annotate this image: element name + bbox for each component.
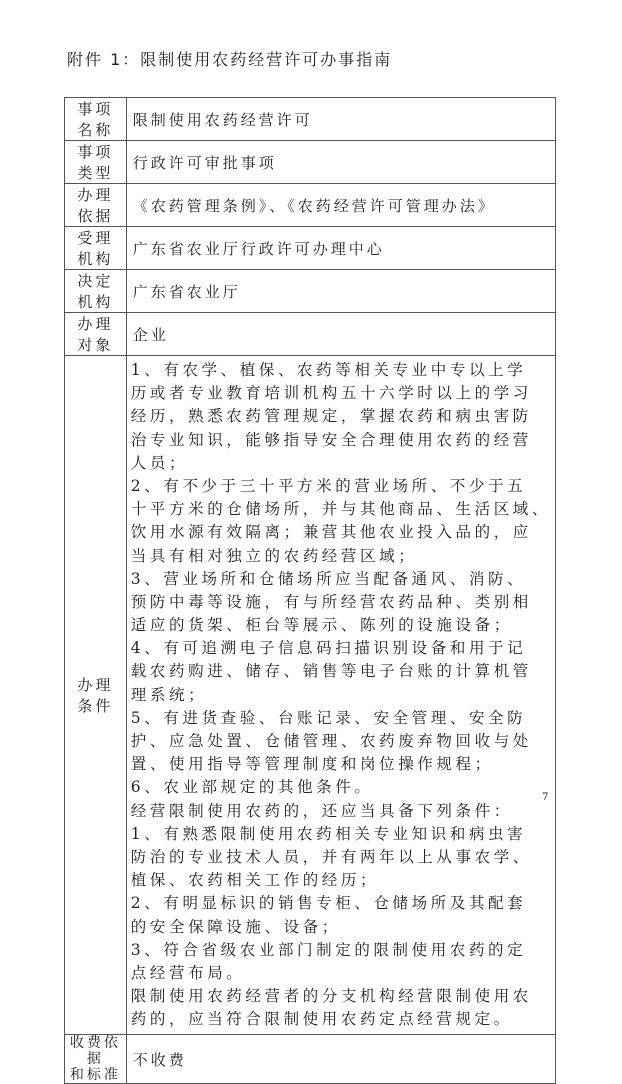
condition-line: 2、有不少于三十平方米的营业场所、不少于五 (130, 476, 527, 495)
table-row (65, 98, 556, 141)
condition-line: 经历，熟悉农药管理规定，掌握农药和病虫害防 (130, 407, 532, 426)
condition-line: 置、使用指导等管理制度和岗位操作规程； (130, 755, 494, 774)
row-value: 行政许可审批事项 (126, 141, 555, 184)
condition-line: 1、有农学、植保、农药等相关专业中专以上学 (130, 361, 527, 379)
condition-line: 4、有可追溯电子信息码扫描识别设备和用于记 (130, 639, 527, 658)
table-row (65, 184, 556, 227)
fee-row (65, 1035, 556, 1084)
condition-line: 饮用水源有效隔离；兼营其他农业投入品的，应 (130, 523, 532, 542)
fee-label-line: 收费依据 (69, 1035, 121, 1068)
condition-line: 十平方米的仓储场所，并与其他商品、生活区域、 (130, 500, 551, 519)
document-title: 附件 1：限制使用农药经营许可办事指南 (67, 50, 393, 69)
fee-label-line: 和标准 (69, 1067, 121, 1084)
table-row (65, 141, 556, 184)
page-number: 7 (542, 792, 549, 803)
row-label: 受理机构 (65, 227, 127, 270)
condition-line: 3、营业场所和仓储场所应当配备通风、消防、 (130, 569, 527, 588)
condition-line: 5、有进货查验、台账记录、安全管理、安全防 (130, 708, 527, 727)
condition-line: 人员； (130, 453, 189, 472)
condition-line: 的安全保障设施、设备； (130, 917, 341, 936)
conditions-text (126, 356, 555, 1035)
row-value: 限制使用农药经营许可 (126, 98, 555, 141)
condition-line: 当具有相对独立的农药经营区域； (130, 546, 418, 565)
condition-line: 防治的专业技术人员，并有两年以上从事农学、 (130, 847, 532, 866)
row-value: 不收费 (126, 1035, 555, 1084)
row-value: 广东省农业厅行政许可办理中心 (126, 227, 555, 270)
row-label: 办理依据 (65, 184, 127, 227)
row-label (65, 1035, 127, 1084)
condition-line: 治专业知识，能够指导安全合理使用农药的经营 (130, 430, 532, 449)
condition-line: 理系统； (130, 685, 208, 704)
row-value: 企业 (126, 313, 555, 356)
condition-line: 3、符合省级农业部门制定的限制使用农药的定 (130, 940, 527, 959)
row-label: 事项类型 (65, 141, 127, 184)
condition-line: 1、有熟悉限制使用农药相关专业知识和病虫害 (130, 824, 527, 843)
row-label: 事项名称 (65, 98, 127, 141)
table-row (65, 270, 556, 313)
guide-table (64, 97, 556, 1084)
condition-line: 载农药购进、储存、销售等电子台账的计算机管 (130, 662, 532, 681)
row-label: 办理对象 (65, 313, 127, 356)
condition-line: 限制使用农药经营者的分支机构经营限制使用农 (130, 987, 532, 1006)
row-label: 决定机构 (65, 270, 127, 313)
row-value: 广东省农业厅 (126, 270, 555, 313)
table-row (65, 227, 556, 270)
condition-line: 2、有明显标识的销售专柜、仓储场所及其配套 (130, 894, 527, 913)
condition-line: 药的，应当符合限制使用农药定点经营规定。 (130, 1010, 513, 1029)
condition-line: 植保、农药相关工作的经历； (130, 871, 380, 890)
row-value: 《农药管理条例》、《农药经营许可管理办法》 (126, 184, 555, 227)
table-row (65, 313, 556, 356)
conditions-row (65, 356, 556, 1035)
condition-line: 护、应急处置、仓储管理、农药废弃物回收与处 (130, 732, 532, 750)
condition-line: 6、农业部规定的其他条件。 (130, 778, 374, 797)
row-label: 办理条件 (65, 356, 127, 1035)
condition-line: 历或者专业教育培训机构五十六学时以上的学习 (130, 384, 532, 403)
condition-line: 点经营布局。 (130, 963, 246, 982)
condition-line: 预防中毒等设施，有与所经营农药品种、类别相 (130, 592, 532, 611)
condition-line: 经营限制使用农药的，还应当具备下列条件： (130, 801, 513, 820)
condition-line: 适应的货架、柜台等展示、陈列的设施设备； (130, 616, 513, 635)
